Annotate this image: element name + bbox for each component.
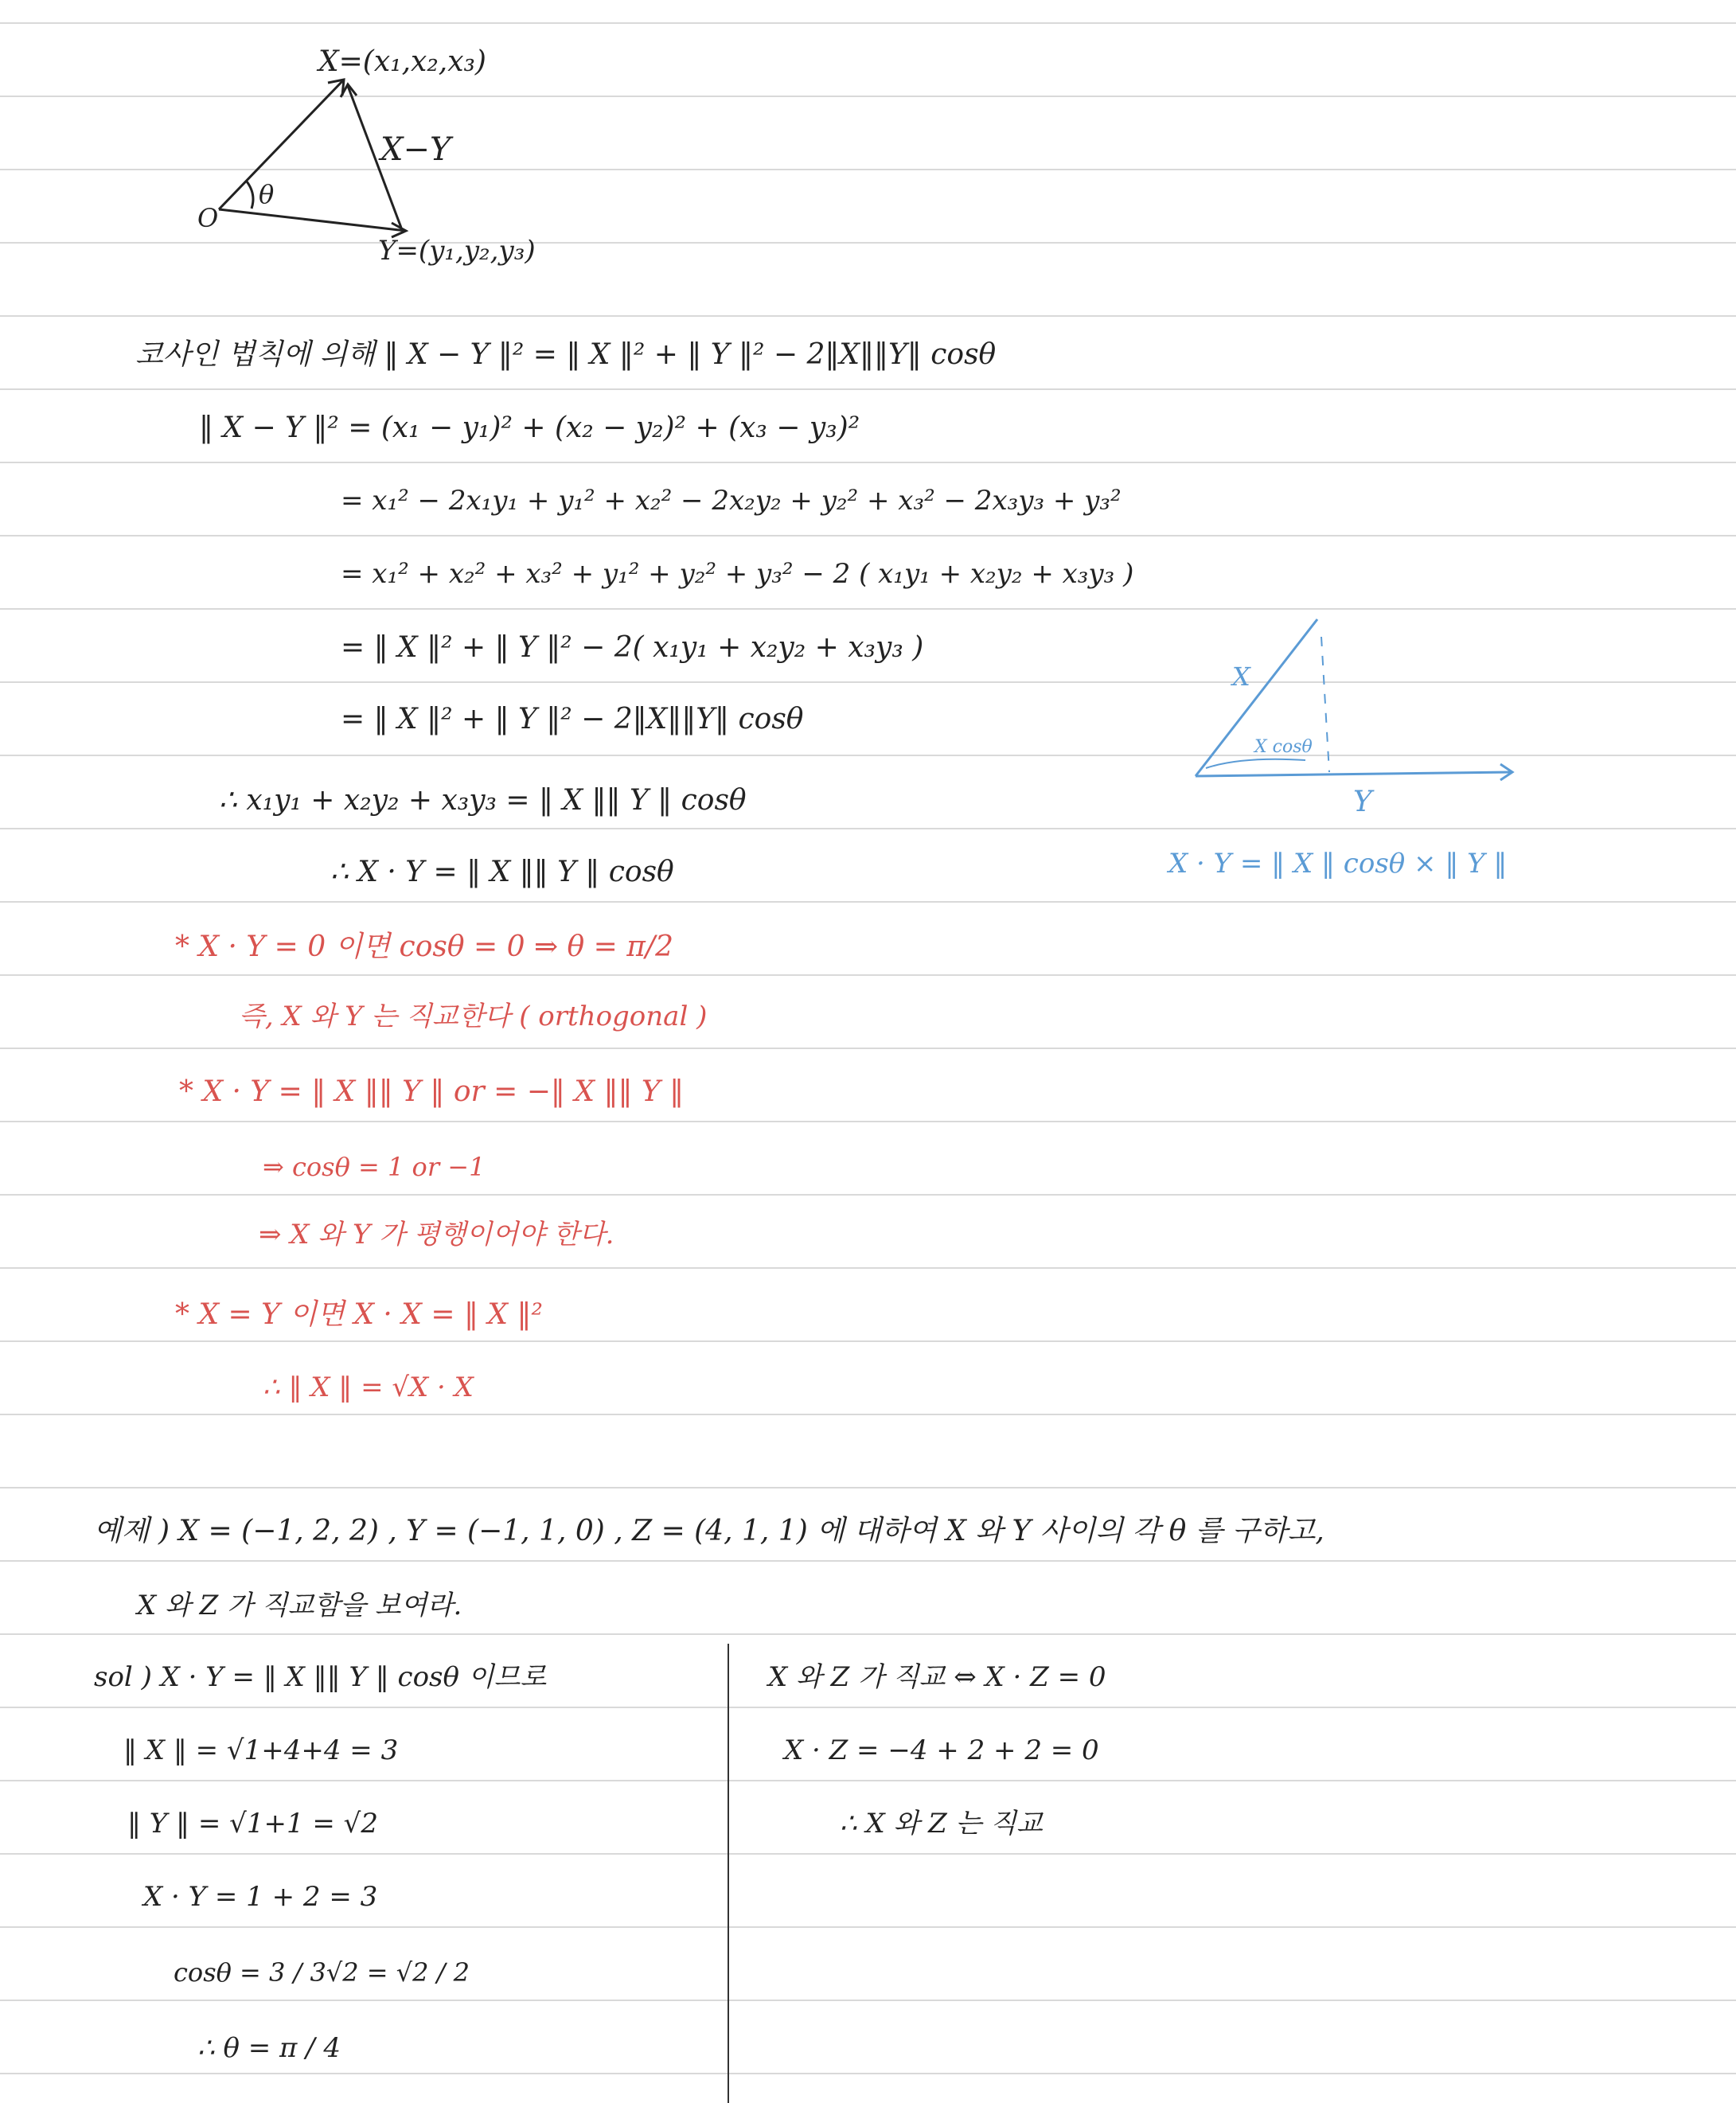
derivation-line-5: = ‖ X ‖² + ‖ Y ‖² − 2( x₁y₁ + x₂y₂ + x₃y₃ ) [341,631,924,664]
note-x-equals-y: * X = Y 이면 X · X = ‖ X ‖² [175,1298,543,1331]
label-y-vector: Y=(y₁,y₂,y₃) [378,235,536,267]
note-parallel-cond: * X · Y = ‖ X ‖‖ Y ‖ or = −‖ X ‖‖ Y ‖ [179,1075,685,1108]
proj-drop-line [1321,637,1329,772]
proj-xcos-brace [1206,759,1305,768]
label-x-minus-y: X−Y [380,131,451,168]
note-orthogonal: 즉, X 와 Y 는 직교한다 ( orthogonal ) [239,1001,708,1032]
solution-left-3: ‖ Y ‖ = √1+1 = √2 [127,1808,378,1840]
derivation-line-3: = x₁² − 2x₁y₁ + y₁² + x₂² − 2x₂y₂ + y₂² + x₃² − 2x₃y₃ + y₃² [341,485,1122,517]
solution-left-4: X · Y = 1 + 2 = 3 [143,1881,378,1913]
derivation-line-4: = x₁² + x₂² + x₃² + y₁² + y₂² + y₃² − 2 ( x₁y₁ + x₂y₂ + x₃y₃ ) [341,558,1134,590]
solution-right-2: X · Z = −4 + 2 + 2 = 0 [784,1734,1099,1766]
triangle-diagram [219,80,406,237]
note-cos-pm1: ⇒ cosθ = 1 or −1 [263,1152,486,1182]
derivation-line-2: ‖ X − Y ‖² = (x₁ − y₁)² + (x₂ − y₂)² + (x₃ − y₃)² [199,412,860,444]
label-origin: O [197,203,219,233]
derivation-line-7: ∴ x₁y₁ + x₂y₂ + x₃y₃ = ‖ X ‖‖ Y ‖ cosθ [219,784,747,817]
label-x-vector: X=(x₁,x₂,x₃) [318,45,486,78]
note-norm-sqrt: ∴ ‖ X ‖ = √X · X [263,1371,474,1403]
note-parallel: ⇒ X 와 Y 가 평행이어야 한다. [259,1219,614,1250]
projection-diagram [1196,619,1512,780]
derivation-line-8: ∴ X · Y = ‖ X ‖‖ Y ‖ cosθ [330,856,674,888]
solution-right-1: X 와 Z 가 직교 ⇔ X · Z = 0 [768,1661,1106,1693]
solution-left-5: cosθ = 3 / 3√2 = √2 / 2 [174,1957,470,1988]
proj-vector-y [1196,772,1512,776]
solution-left-6: ∴ θ = π / 4 [197,2032,341,2064]
label-theta: θ [259,179,275,209]
proj-label-x: X [1232,661,1250,692]
vector-x-line [219,80,344,209]
derivation-line-1: 코사인 법칙에 의해 ‖ X − Y ‖² = ‖ X ‖² + ‖ Y ‖² − 2‖X‖‖Y‖ cosθ [135,338,997,371]
proj-caption: X · Y = ‖ X ‖ cosθ × ‖ Y ‖ [1168,848,1508,880]
angle-arc [247,181,253,209]
solution-right-3: ∴ X 와 Z 는 직교 [840,1808,1043,1840]
vector-y-line [219,209,406,231]
derivation-line-6: = ‖ X ‖² + ‖ Y ‖² − 2‖X‖‖Y‖ cosθ [341,703,804,735]
proj-label-xcos: X cosθ [1254,737,1313,757]
proj-label-y: Y [1353,786,1372,818]
solution-left-1: sol ) X · Y = ‖ X ‖‖ Y ‖ cosθ 이므로 [94,1661,547,1693]
example-statement-2: X 와 Z 가 직교함을 보여라. [137,1590,462,1621]
note-orthogonal-cond: * X · Y = 0 이면 cosθ = 0 ⇒ θ = π/2 [175,931,673,963]
solution-left-2: ‖ X ‖ = √1+4+4 = 3 [123,1734,399,1766]
example-statement-1: 예제 ) X = (−1, 2, 2) , Y = (−1, 1, 0) , Z = (4, 1, 1) 에 대하여 X 와 Y 사이의 각 θ 를 구하고, [94,1515,1324,1547]
